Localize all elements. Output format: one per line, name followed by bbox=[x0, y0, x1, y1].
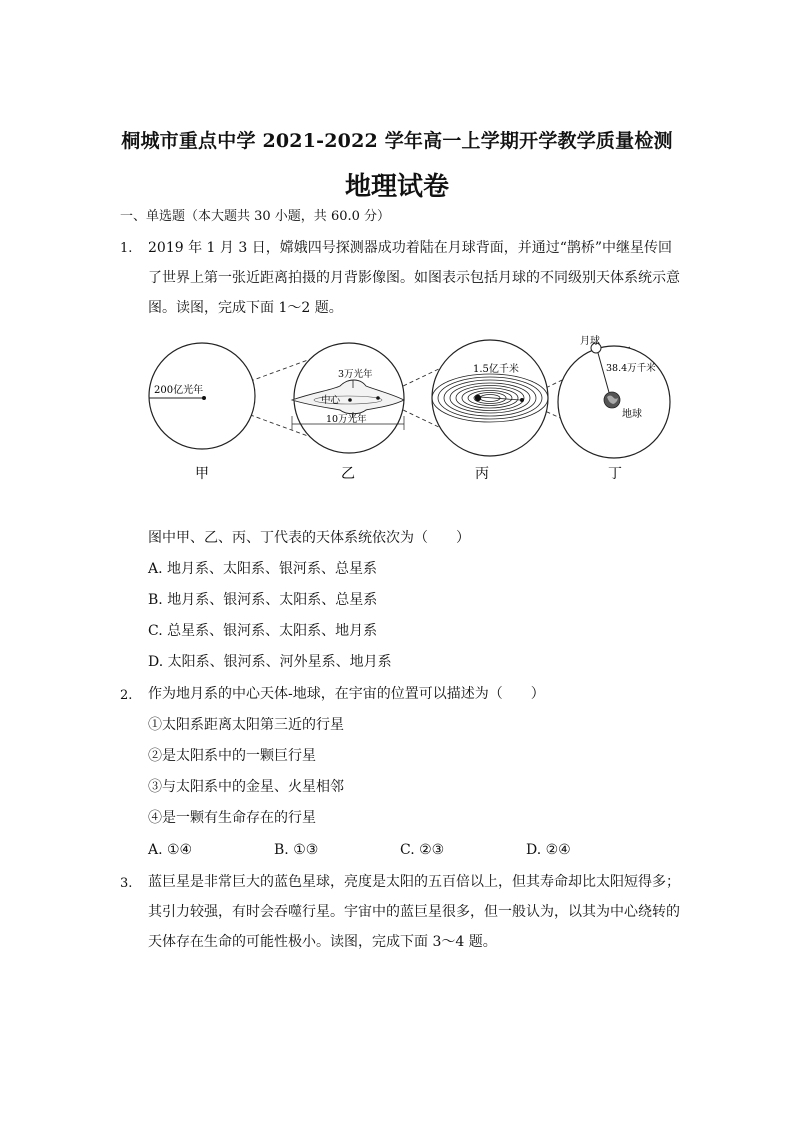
question-number-1: 1. bbox=[120, 241, 133, 256]
question-3-text-line-3: 天体存在生命的可能性极小。读图，完成下面 3～4 题。 bbox=[148, 934, 497, 950]
question-1-option-b[interactable]: B. 地月系、银河系、太阳系、总星系 bbox=[148, 592, 378, 608]
label-30k-light-years: 3万光年 bbox=[338, 369, 373, 380]
question-1-option-c[interactable]: C. 总星系、银河系、太阳系、地月系 bbox=[148, 623, 378, 639]
panel-label-jia: 甲 bbox=[195, 466, 209, 482]
question-number-3: 3. bbox=[120, 876, 133, 891]
panel-yi-galaxy bbox=[292, 343, 404, 453]
panel-jia-universe bbox=[149, 343, 255, 449]
question-3-text-line-2: 其引力较强，有时会吞噬行星。宇宙中的蓝巨星很多，但一般认为，以其为中心绕转的 bbox=[148, 904, 680, 920]
question-1-option-d[interactable]: D. 太阳系、银河系、河外星系、地月系 bbox=[148, 654, 392, 670]
subject-title: 地理试卷 bbox=[344, 172, 449, 202]
label-center: 中心 bbox=[321, 395, 341, 406]
label-100k-light-years: 10万光年 bbox=[326, 414, 367, 425]
question-2-item-2: ②是太阳系中的一颗巨行星 bbox=[148, 748, 316, 764]
panel-label-yi: 乙 bbox=[341, 466, 355, 482]
label-200-light-years: 200亿光年 bbox=[154, 385, 204, 396]
label-moon: 月球 bbox=[580, 336, 600, 347]
question-1-text-line-2: 了世界上第一张近距离拍摄的月背影像图。如图表示包括月球的不同级别天体系统示意 bbox=[148, 270, 680, 286]
label-150-million-km: 1.5亿千米 bbox=[473, 364, 519, 375]
label-384k-km: 38.4万千米 bbox=[606, 363, 656, 374]
question-1-stem: 图中甲、乙、丙、丁代表的天体系统依次为（ ） bbox=[148, 530, 470, 546]
exam-title: 桐城市重点中学 2021-2022 学年高一上学期开学教学质量检测 bbox=[121, 130, 673, 152]
question-2-item-3: ③与太阳系中的金星、火星相邻 bbox=[148, 779, 344, 795]
panel-label-ding: 丁 bbox=[608, 466, 622, 482]
celestial-systems-figure bbox=[140, 328, 680, 488]
question-2-item-1: ①太阳系距离太阳第三近的行星 bbox=[148, 717, 344, 733]
panel-label-bing: 丙 bbox=[475, 466, 489, 482]
question-1-option-a[interactable]: A. 地月系、太阳系、银河系、总星系 bbox=[148, 561, 378, 577]
question-1-text-line-3: 图。读图，完成下面 1～2 题。 bbox=[148, 300, 343, 316]
panel-ding-earth-moon bbox=[558, 334, 670, 458]
question-3-text-line-1: 蓝巨星是非常巨大的蓝色星球，亮度是太阳的五百倍以上，但其寿命却比太阳短得多； bbox=[148, 874, 680, 890]
question-number-2: 2. bbox=[120, 688, 133, 703]
question-2-option-a[interactable]: A. ①④ bbox=[148, 842, 193, 858]
question-2-option-c[interactable]: C. ②③ bbox=[400, 842, 445, 858]
question-1-text-line-1: 2019 年 1 月 3 日，嫦娥四号探测器成功着陆在月球背面，并通过“鹊桥”中继星传回 bbox=[148, 240, 673, 256]
question-2-option-b[interactable]: B. ①③ bbox=[274, 842, 319, 858]
question-2-option-d[interactable]: D. ②④ bbox=[526, 842, 571, 858]
panel-bing-solar-system bbox=[432, 340, 548, 456]
question-2-item-4: ④是一颗有生命存在的行星 bbox=[148, 810, 316, 826]
label-earth: 地球 bbox=[622, 409, 642, 420]
section-heading: 一、单选题（本大题共 30 小题，共 60.0 分） bbox=[120, 209, 391, 224]
question-2-stem: 作为地月系的中心天体-地球，在宇宙的位置可以描述为（ ） bbox=[148, 686, 545, 702]
